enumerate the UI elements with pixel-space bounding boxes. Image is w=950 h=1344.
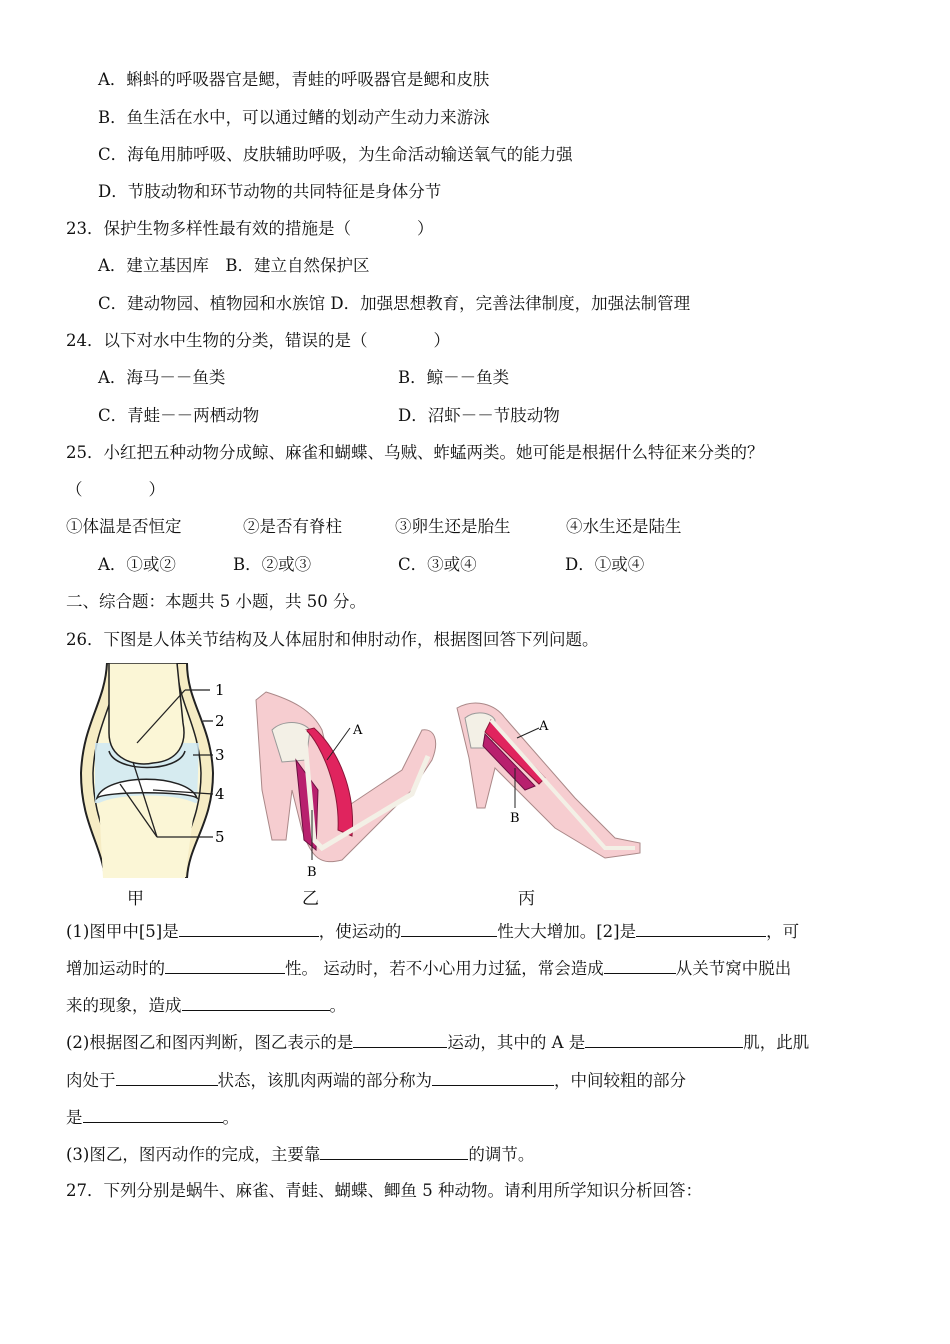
text: 性大大增加。[2]是 [497, 922, 637, 941]
q25-feature-1: ①体温是否恒定 [66, 517, 182, 536]
q23-options-1: A．建立基因库 B．建立自然保护区 [98, 256, 370, 275]
q24-option-c: C．青蛙－－两栖动物 [98, 406, 260, 425]
q23-stem: 23．保护生物多样性最有效的措施是（ ） [66, 219, 434, 238]
q26-part1-line1 [66, 920, 799, 943]
muscle-label-b: B [307, 865, 317, 880]
q22-option-d: D．节肢动物和环节动物的共同特征是身体分节 [98, 182, 442, 201]
q25-stem: 25．小红把五种动物分成鲸、麻雀和蝴蝶、乌贼、蚱蜢两类。她可能是根据什么特征来分类的？ [66, 443, 764, 462]
q23-options-2: C．建动物园、植物园和水族馆 D．加强思想教育，完善法律制度，加强法制管理 [98, 294, 691, 313]
figure-caption-yi: 乙 [302, 889, 319, 909]
q25-feature-4: ④水生还是陆生 [566, 517, 682, 536]
answer-blank[interactable] [179, 920, 319, 937]
joint-structure-figure [75, 663, 235, 878]
q24-option-a: A．海马－－鱼类 [98, 368, 226, 387]
answer-blank[interactable] [353, 1031, 447, 1048]
q22-option-a: A．蝌蚪的呼吸器官是鳃，青蛙的呼吸器官是鳃和皮肤 [98, 70, 490, 89]
text: 来的现象，造成 [66, 996, 182, 1015]
text: 肉处于 [66, 1071, 116, 1090]
muscle-label-a-2: A [539, 719, 549, 734]
text: ，使运动的 [318, 922, 402, 941]
q22-option-c: C．海龟用肺呼吸、皮肤辅助呼吸，为生命活动输送氧气的能力强 [98, 145, 573, 164]
q25-option-b: B．②或③ [233, 555, 312, 574]
figure-caption-jia: 甲 [127, 889, 144, 909]
q24-option-d: D．沼虾－－节肢动物 [398, 406, 560, 425]
q26-part1-line3 [66, 994, 346, 1017]
text: 运动，其中的 A 是 [447, 1033, 586, 1052]
q24-option-b: B．鲸－－鱼类 [398, 368, 510, 387]
answer-blank[interactable] [636, 920, 766, 937]
joint-label-2: 2 [215, 712, 225, 730]
text: 肌，此肌 [743, 1033, 810, 1052]
q25-option-c: C．③或④ [398, 555, 477, 574]
joint-label-1: 1 [215, 681, 225, 699]
q26-part2-line3 [66, 1106, 239, 1129]
text: ，可 [766, 922, 800, 941]
q26-part3 [66, 1143, 534, 1166]
answer-blank[interactable] [116, 1069, 218, 1086]
q26-stem: 26．下图是人体关节结构及人体屈肘和伸肘动作，根据图回答下列问题。 [66, 630, 599, 649]
muscle-label-a: A [353, 723, 363, 738]
q26-part2-line2 [66, 1069, 686, 1092]
q25-option-a: A．①或② [98, 555, 176, 574]
q22-option-b: B．鱼生活在水中，可以通过鳍的划动产生动力来游泳 [98, 108, 490, 127]
elbow-flexion-figure [252, 690, 442, 880]
text: 增加运动时的 [66, 959, 165, 978]
q24-stem: 24．以下对水中生物的分类，错误的是（ ） [66, 331, 450, 350]
answer-blank[interactable] [320, 1143, 468, 1160]
joint-label-5: 5 [215, 828, 225, 846]
joint-label-4: 4 [215, 785, 225, 803]
text: 是 [66, 1108, 83, 1127]
q25-feature-3: ③卵生还是胎生 [395, 517, 511, 536]
text: ，中间较粗的部分 [554, 1071, 686, 1090]
text: 状态，该肌肉两端的部分称为 [217, 1071, 432, 1090]
text: (1)图甲中[5]是 [66, 922, 179, 941]
text: 。 [222, 1108, 239, 1127]
answer-blank[interactable] [585, 1031, 743, 1048]
answer-blank[interactable] [604, 957, 676, 974]
answer-blank[interactable] [182, 994, 330, 1011]
q25-feature-2: ②是否有脊柱 [243, 517, 342, 536]
answer-blank[interactable] [83, 1106, 223, 1123]
text: 从关节窝中脱出 [675, 959, 792, 978]
q25-answer-paren: （ ） [66, 480, 165, 499]
answer-blank[interactable] [432, 1069, 554, 1086]
text: (2)根据图乙和图丙判断，图乙表示的是 [66, 1033, 354, 1052]
section-2-heading: 二、综合题：本题共 5 小题，共 50 分。 [66, 592, 366, 611]
muscle-label-b-2: B [510, 811, 520, 826]
text: 性。 运动时，若不小心用力过猛，常会造成 [285, 959, 604, 978]
joint-label-3: 3 [215, 746, 225, 764]
q26-part2-line1 [66, 1031, 809, 1054]
answer-blank[interactable] [165, 957, 285, 974]
text: 的调节。 [468, 1145, 535, 1164]
q27-stem: 27．下列分别是蜗牛、麻雀、青蛙、蝴蝶、鲫鱼 5 种动物。请利用所学知识分析回答： [66, 1181, 702, 1200]
q26-part1-line2 [66, 957, 791, 980]
figure-caption-bing: 丙 [518, 889, 535, 909]
answer-blank[interactable] [401, 920, 497, 937]
text: 。 [329, 996, 346, 1015]
q25-option-d: D．①或④ [565, 555, 645, 574]
text: (3)图乙，图丙动作的完成，主要靠 [66, 1145, 321, 1164]
elbow-extension-figure [455, 698, 645, 868]
